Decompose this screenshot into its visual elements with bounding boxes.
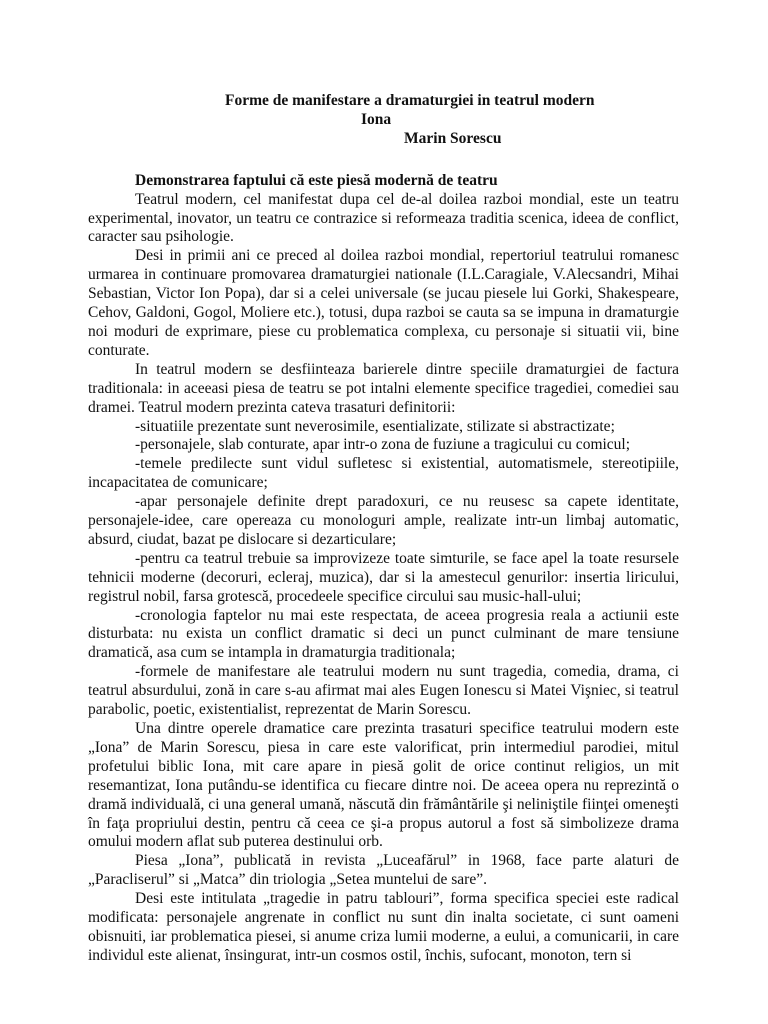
- paragraph: Teatrul modern, cel manifestat dupa cel de-al doilea razboi mondial, este un teatru experimental, inovator, un teatru ce contrazice si reformeaza traditia scenica, ideea de conflict, caracter sau psihologie.: [88, 190, 679, 246]
- list-item: -personajele, slab conturate, apar intr-o zona de fuziune a tragicului cu comicul;: [135, 436, 631, 454]
- list-item: -temele predilecte sunt vidul sufletesc si existential, automatismele, stereotipiile, incapacitatea de comunicare;: [88, 455, 679, 492]
- work-title: Iona: [361, 110, 392, 128]
- list-item: -formele de manifestare ale teatrului modern nu sunt tragedia, comedia, drama, ci teatrul absurdului, zonă in care s-au afirmat mai ales Eugen Ionescu si Matei Vişniec, si teatrul parabolic, poetic, existentialist, reprezentat de Marin Sorescu.: [88, 663, 679, 719]
- paragraph: Piesa „Iona”, publicată in revista „Luceafărul” in 1968, face parte alaturi de „Paracliserul” si „Matca” din triologia „Setea muntelui de sare”.: [88, 852, 679, 889]
- list-item: -cronologia faptelor nu mai este respectata, de aceea progresia reala a actiunii este disturbata: nu exista un conflict dramatic si deci un punct culminant de mare tensiune dramatică, asa cum se intampla in dramaturgia traditionala;: [88, 606, 679, 662]
- list-item: -situatiile prezentate sunt neverosimile, esentializate, stilizate si abstractizate;: [135, 417, 615, 435]
- spacer: [88, 149, 679, 172]
- document-title: Forme de manifestare a dramaturgiei in teatrul modern: [225, 92, 595, 109]
- document-page: [88, 92, 679, 966]
- list-item: -pentru ca teatrul trebuie sa improvizeze toate simturile, se face apel la toate resursele tehnicii moderne (decoruri, ecleraj, muzica), dar si la amestecul genurilor: insertia liricului, registrul nobil, farsa grotescă, procedeele specifice circului sau music-hall-ului;: [88, 549, 679, 605]
- section-heading: Demonstrarea faptului că este piesă modernă de teatru: [135, 171, 498, 189]
- author-name: Marin Sorescu: [404, 129, 502, 147]
- list-item: -apar personajele definite drept paradoxuri, ce nu reusesc sa capete identitate, personajele-idee, care opereaza cu monologuri ample, realizate intr-un limbaj automatic, absurd, ciudat, bazat pe dislocare si dezarticulare;: [88, 493, 679, 548]
- paragraph: Desi in primii ani ce preced al doilea razboi mondial, repertoriul teatrului romanesc urmarea in continuare promovarea dramaturgiei nationale (I.L.Caragiale, V.Alecsandri, Mihai Sebastian, Victor Ion Popa), dar si a celei universale (se jucau piesele lui Gorki, Shakespeare, Cehov, Galdoni, Gogol, Moliere etc.), totusi, dupa razboi se cauta sa se impuna in dramaturgie noi moduri de exprimare, piese cu problematica complexa, cu personaje si situatii vii, bine conturate.: [88, 247, 679, 359]
- paragraph: In teatrul modern se desfiinteaza barierele dintre speciile dramaturgiei de factura traditionala: in aceeasi piesa de teatru se pot intalni elemente specifice tragediei, comediei sau dramei. Teatrul modern prezinta cateva trasaturi definitorii:: [88, 360, 679, 416]
- paragraph: Una dintre operele dramatice care prezinta trasaturi specifice teatrului modern este „Iona” de Marin Sorescu, piesa in care este valorificat, prin intermediul parodiei, mitul profetului biblic Iona, mit care apare in piesă golit de orice continut religios, un mit resemantizat, Iona putându-se identifica cu fiecare dintre noi. De aceea opera nu reprezintă o dramă individuală, ci una general umană, născută din frământările şi neliniştile fiinţei omeneşti în faţa propriului destin, pentru că ceea ce şi-a propus autorul a fost să simbolizeze drama omului modern aflat sub puterea destinului orb.: [88, 720, 679, 851]
- paragraph: Desi este intitulata „tragedie in patru tablouri”, forma specifica speciei este radical modificata: personajele angrenate in conflict nu sunt din inalta societate, ci sunt oameni obisnuiti, iar problematica piesei, si anume criza lumii moderne, a eului, a comunicarii, in care individul este alienat, însingurat, intr-un cosmos ostil, închis, sufocant, monoton, tern si: [88, 890, 679, 964]
